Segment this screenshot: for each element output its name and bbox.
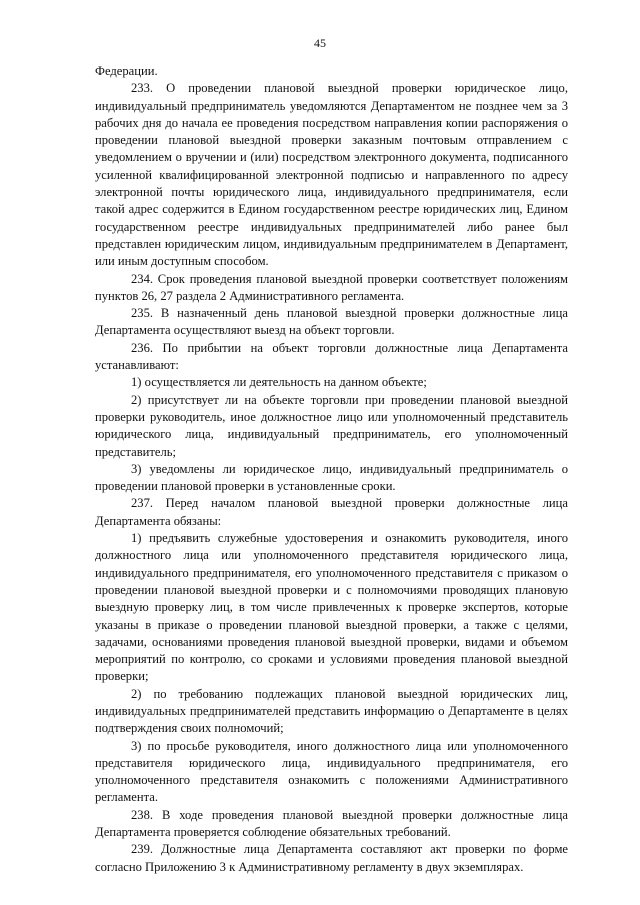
- list-item-236-3: 3) уведомлены ли юридическое лицо, индивидуальный предприниматель о проведении плановой проверки в установленные сроки.: [95, 461, 568, 494]
- paragraph-236: 236. По прибытии на объект торговли должностные лица Департамента устанавливают:: [95, 340, 568, 373]
- list-item-237-2: 2) по требованию подлежащих плановой выездной юридических лиц, индивидуальных предпринимателей представить информацию о Департаменте в целях подтверждения своих полномочий;: [95, 686, 568, 736]
- paragraph-237: 237. Перед началом плановой выездной проверки должностные лица Департамента обязаны:: [95, 496, 568, 528]
- list-item-236-1: 1) осуществляется ли деятельность на данном объекте;: [131, 375, 427, 390]
- paragraph-234: 234. Срок проведения плановой выездной проверки соответствует положениям пунктов 26, 27 раздела 2 Административного регламента.: [95, 271, 568, 303]
- paragraph: Федерации.: [95, 64, 158, 78]
- list-item-237-3: 3) по просьбе руководителя, иного должностного лица или уполномоченного представителя юридического лица, индивидуального предпринимателя, его уполномоченного представителя ознакомить с положениями Административного регламента.: [95, 738, 568, 805]
- list-item-236-2: 2) присутствует ли на объекте торговли при проведении плановой выездной проверки руководитель, иное должностное лицо или уполномоченный представитель юридического лица, индивидуальный предприниматель, его уполномоченный представитель;: [95, 392, 568, 459]
- document-body: [95, 63, 568, 876]
- paragraph-233: 233. О проведении плановой выездной проверки юридическое лицо, индивидуальный предприниматель уведомляются Департаментом не позднее чем за 3 рабочих дня до начала ее проведения посредством направления копии распоряжения о проведении плановой выездной проверки заказным почтовым отправлением с уведомлением о вручении и (или) посредством электронного документа, подписанного усиленной квалифицированной электронной подписью и направленного по адресу электронной почты юридического лица, индивидуального предпринимателя, если такой адрес содержится в Едином государственном реестре юридических лиц, Едином государственном реестре индивидуальных предпринимателей либо ранее был представлен юридическим лицом, индивидуальным предпринимателем в Департамент, или иным доступным способом.: [95, 81, 568, 269]
- paragraph-239: 239. Должностные лица Департамента составляют акт проверки по форме согласно Приложению 3 к Административному регламенту в двух экземплярах.: [95, 842, 568, 874]
- page-number: 45: [314, 36, 326, 50]
- list-item-237-1: 1) предъявить служебные удостоверения и ознакомить руководителя, иного должностного лица или уполномоченного представителя юридического лица, индивидуального предпринимателя, его уполномоченного представителя с приказом о проведении плановой выездной проверки и с полномочиями проводящих плановую выездную проверку лиц, в том числе привлеченных к проверке экспертов, которые указаны в приказе о проведении плановой выездной проверки, а также с целями, задачами, основаниями проведения плановой выездной проверки, видами и объемом мероприятий по контролю, со сроками и условиями проведения плановой выездной проверки;: [95, 531, 568, 684]
- paragraph-235: 235. В назначенный день плановой выездной проверки должностные лица Департамента осуществляют выезд на объект торговли.: [95, 306, 568, 338]
- paragraph-238: 238. В ходе проведения плановой выездной проверки должностные лица Департамента проверяется соблюдение обязательных требований.: [95, 807, 568, 840]
